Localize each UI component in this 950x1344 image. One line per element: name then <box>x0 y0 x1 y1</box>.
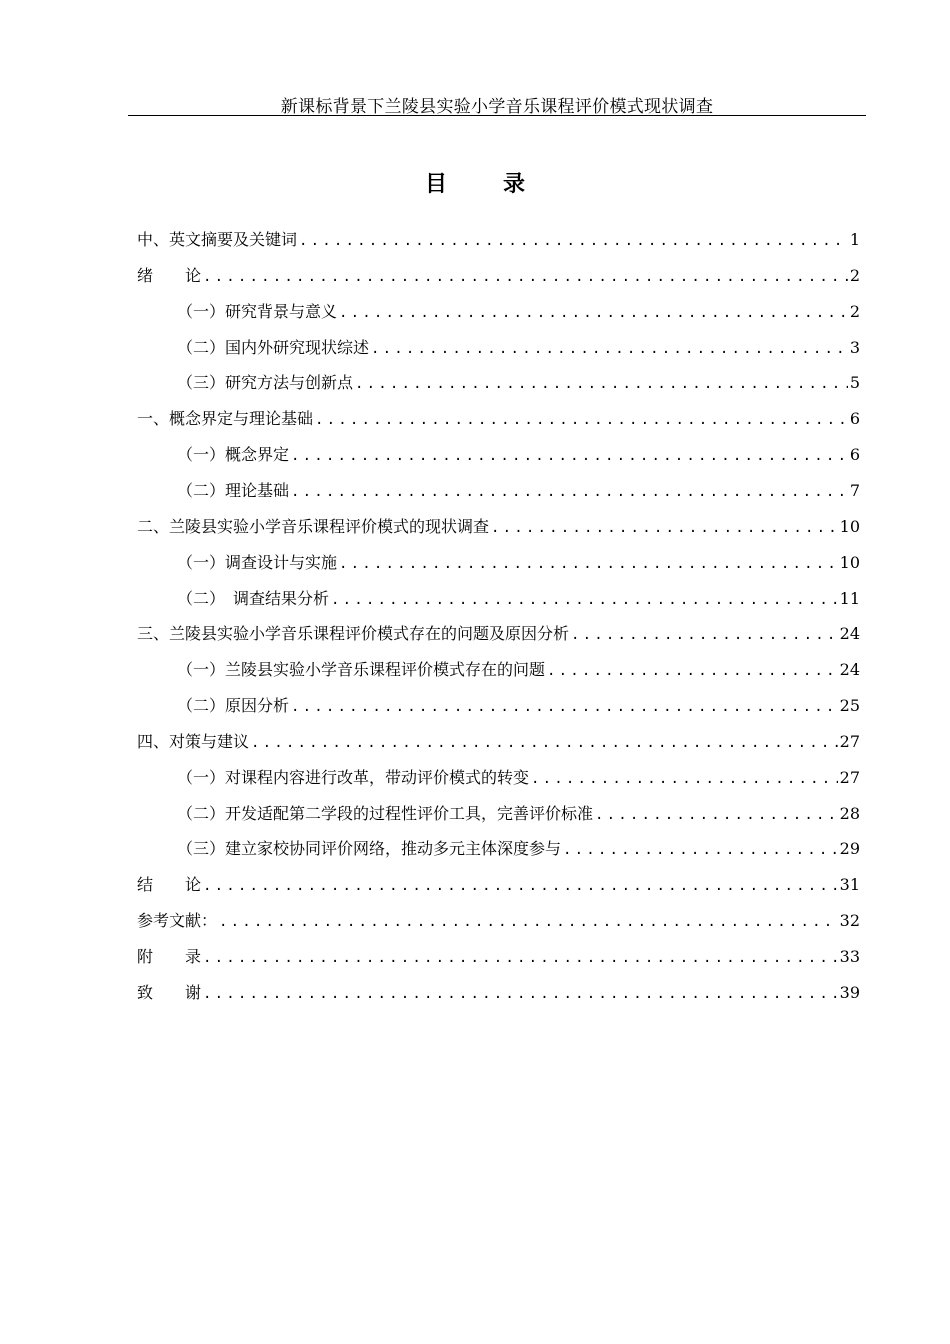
toc-entry-page: 1 <box>849 230 860 249</box>
toc-entry-page: 11 <box>839 588 860 608</box>
toc-dot-leader <box>339 300 848 326</box>
toc-entry-label: （一）研究背景与意义 <box>177 301 338 321</box>
toc-dot-leader <box>531 766 838 792</box>
toc-entry-page: 31 <box>839 875 860 895</box>
toc-entry-page: 32 <box>839 911 860 931</box>
toc-entry-label: （一）兰陵县实验小学音乐课程评价模式存在的问题 <box>177 660 546 680</box>
toc-entry-label: （二）原因分析 <box>177 696 290 716</box>
toc-entry-label: （二） 调查结果分析 <box>177 588 330 608</box>
toc-entry-page: 10 <box>839 516 860 536</box>
toc-entry-page: 25 <box>839 696 860 716</box>
toc-entry-label: （三）建立家校协同评价网络，推动多元主体深度参与 <box>177 839 562 859</box>
toc-entry-label: 致 谢 <box>137 982 202 1002</box>
toc-entry-label: （二）理论基础 <box>177 480 290 500</box>
toc-entry-page: 2 <box>849 265 860 285</box>
toc-title-part1: 目 <box>424 171 447 197</box>
toc-entry-label: 四、对策与建议 <box>137 731 250 751</box>
toc-entry[interactable] <box>177 657 860 683</box>
toc-dot-leader <box>315 407 848 433</box>
toc-dot-leader <box>339 551 838 577</box>
toc-dot-leader <box>355 371 848 397</box>
toc-entry-page: 24 <box>839 624 860 644</box>
toc-dot-leader <box>203 945 838 971</box>
toc-entry[interactable] <box>177 836 860 862</box>
toc-dot-leader <box>219 909 838 935</box>
toc-entry-page: 39 <box>839 982 860 1002</box>
toc-entry-label: （二）国内外研究现状综述 <box>177 337 370 357</box>
toc-dot-leader <box>203 264 848 290</box>
toc-title <box>0 167 950 198</box>
toc-dot-leader <box>331 587 838 613</box>
toc-entry-label: 结 论 <box>137 875 202 895</box>
toc-entry-page: 24 <box>839 660 860 680</box>
toc-entry[interactable] <box>177 801 860 827</box>
toc-entry-label: （一）概念界定 <box>177 445 290 465</box>
toc-entry-page: 2 <box>849 301 860 321</box>
toc-entry[interactable] <box>137 621 860 647</box>
toc-entry-label: （二）开发适配第二学段的过程性评价工具，完善评价标准 <box>177 803 594 823</box>
toc-dot-leader <box>595 802 838 828</box>
toc-title-part2: 录 <box>503 171 526 197</box>
toc-dot-leader <box>291 479 848 505</box>
toc-dot-leader <box>491 515 838 541</box>
toc-dot-leader <box>203 873 838 899</box>
toc-entry[interactable] <box>177 370 860 396</box>
toc-entry-label: 中、英文摘要及关键词 <box>137 230 298 249</box>
toc-entry-page: 6 <box>849 445 860 465</box>
running-header-title: 新课标背景下兰陵县实验小学音乐课程评价模式现状调查 <box>280 97 714 117</box>
toc-entry-label: （一）对课程内容进行改革，带动评价模式的转变 <box>177 767 530 787</box>
toc-dot-leader <box>203 981 838 1007</box>
toc-entry[interactable] <box>137 729 860 755</box>
header-rule <box>128 115 866 116</box>
toc-entry[interactable] <box>137 872 860 898</box>
toc-dot-leader <box>371 336 848 362</box>
toc-entry-page: 29 <box>839 839 860 859</box>
toc-entry-label: 绪 论 <box>137 265 202 285</box>
toc-entry-label: 二、兰陵县实验小学音乐课程评价模式的现状调查 <box>137 516 490 536</box>
toc-entry[interactable] <box>177 442 860 468</box>
toc-dot-leader <box>563 837 838 863</box>
toc-entry-page: 3 <box>849 337 860 357</box>
toc-entry-label: （一）调查设计与实施 <box>177 552 338 572</box>
toc-entry[interactable] <box>137 514 860 540</box>
toc-dot-leader <box>291 443 848 469</box>
toc-entry-page: 6 <box>849 409 860 429</box>
toc-entry[interactable] <box>137 263 860 289</box>
toc-entry[interactable] <box>137 944 860 970</box>
toc-entry[interactable] <box>177 765 860 791</box>
toc-entry-label: 三、兰陵县实验小学音乐课程评价模式存在的问题及原因分析 <box>137 624 570 644</box>
toc-entry[interactable] <box>177 299 860 325</box>
toc-entry[interactable] <box>137 406 860 432</box>
toc-entry-label: 附 录 <box>137 947 202 966</box>
toc-dot-leader <box>571 622 838 648</box>
toc-dot-leader <box>291 694 838 720</box>
toc-entry-page: 27 <box>839 767 860 787</box>
toc-entry-page: 27 <box>839 731 860 751</box>
toc-entry-label: 参考文献： <box>137 911 218 931</box>
toc-entry[interactable] <box>177 693 860 719</box>
toc-entry[interactable] <box>177 586 860 612</box>
toc-entry[interactable] <box>137 980 860 1006</box>
toc-entry-page: 10 <box>839 552 860 572</box>
toc-entry[interactable] <box>137 227 860 253</box>
toc-dot-leader <box>547 658 838 684</box>
toc-dot-leader <box>251 730 838 756</box>
toc-entry-page: 33 <box>839 947 860 966</box>
toc-entry[interactable] <box>137 908 860 934</box>
toc-entry[interactable] <box>177 478 860 504</box>
toc-entry[interactable] <box>177 550 860 576</box>
toc-dot-leader <box>299 228 848 254</box>
toc-entry-page: 7 <box>849 480 860 500</box>
toc-entry-page: 5 <box>849 373 860 393</box>
toc-entry-label: 一、概念界定与理论基础 <box>137 409 314 429</box>
toc-entry[interactable] <box>177 335 860 361</box>
toc-entry-page: 28 <box>839 803 860 823</box>
toc-entry-label: （三）研究方法与创新点 <box>177 373 354 393</box>
